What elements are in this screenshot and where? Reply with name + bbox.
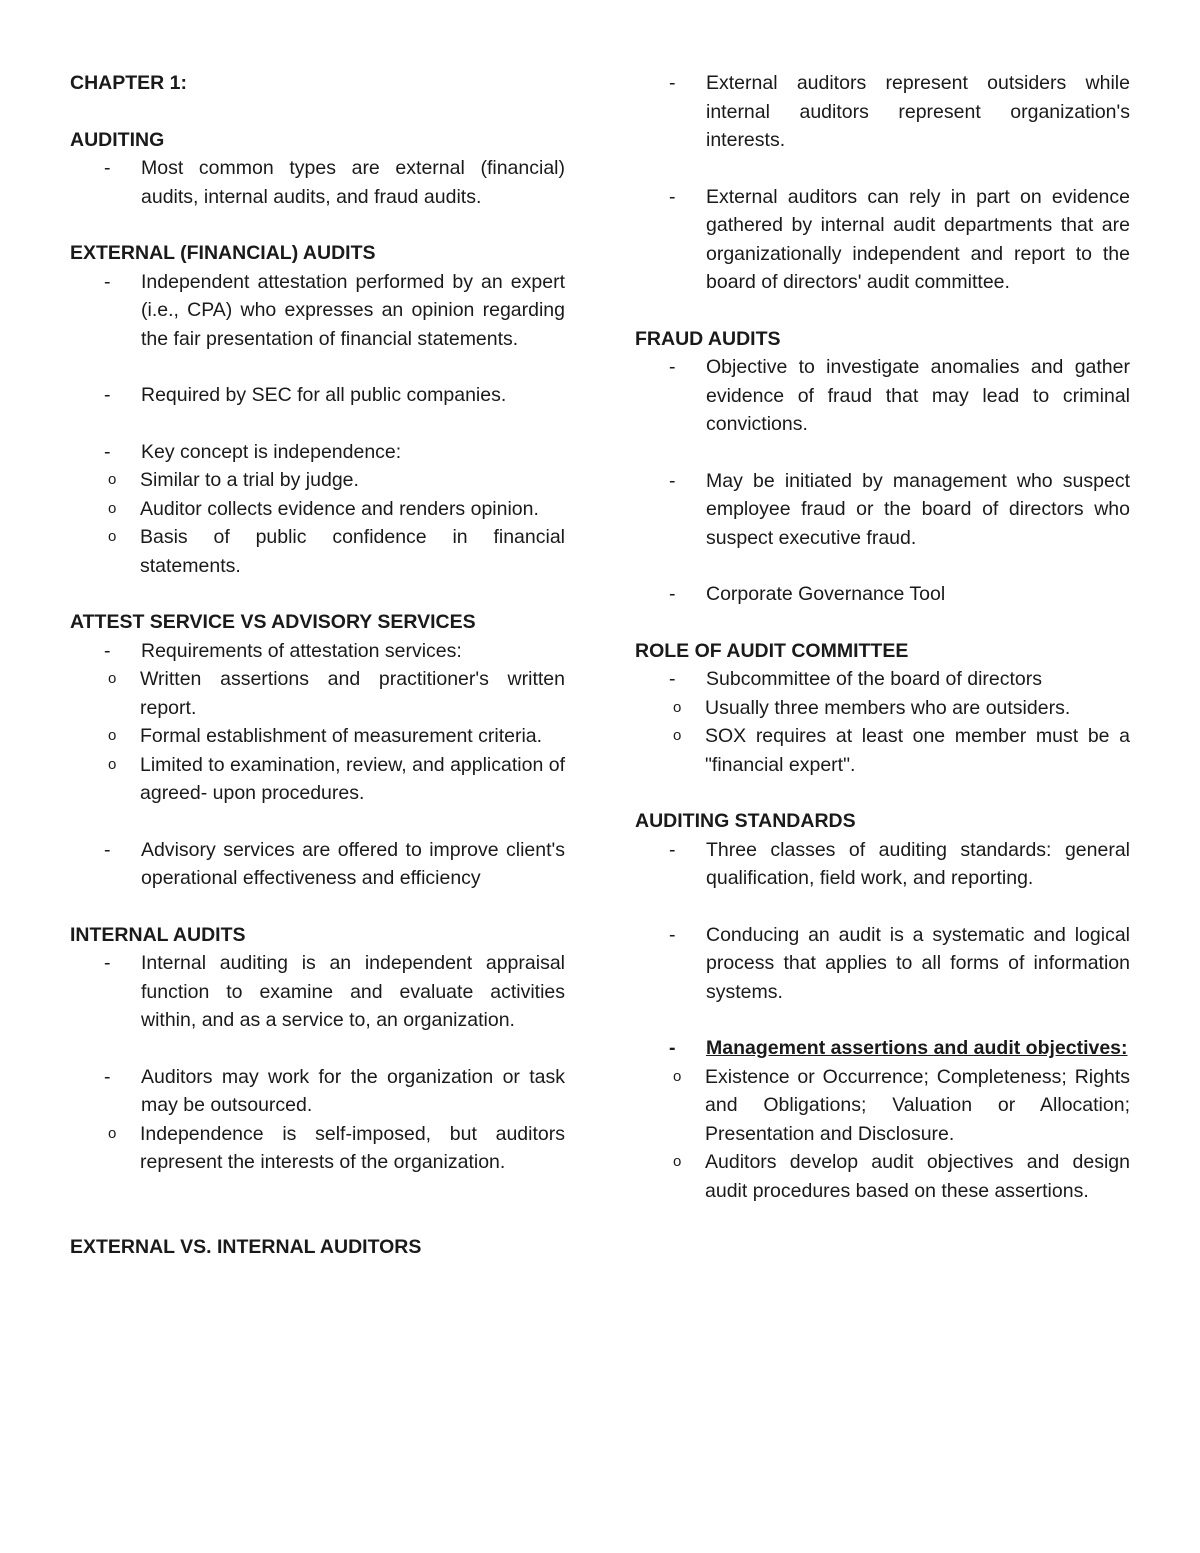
section-heading: ROLE OF AUDIT COMMITTEE — [635, 639, 909, 662]
bullet-text: - Advisory services are offered to improve client's operational effectiveness and efficiency — [141, 838, 565, 889]
bullet-text: - Three classes of auditing standards: general qualification, field work, and reporting. — [706, 838, 1130, 889]
bullet-text: - Key concept is independence: — [141, 440, 402, 463]
bullet-item — [70, 1063, 565, 1177]
bullet-text: - Requirements of attestation services: — [141, 639, 462, 662]
bullet-text: - May be initiated by management who suspect employee fraud or the board of directors who suspect executive fraud. — [706, 469, 1130, 549]
bullet-item — [635, 580, 1130, 609]
section-auditing — [70, 126, 565, 212]
bullet-item-emphasized — [635, 1034, 1130, 1205]
bullet-item — [70, 637, 565, 808]
bullet-item — [70, 381, 565, 410]
section-external-vs-internal-continued — [635, 69, 1130, 297]
bullet-text: - External auditors represent outsiders while internal auditors represent organization's interests. — [706, 72, 1130, 151]
bullet-item — [70, 949, 565, 1035]
section-internal-audits — [70, 921, 565, 1177]
section-heading: AUDITING — [70, 128, 165, 151]
bullet-text: - Independent attestation performed by an expert (i.e., CPA) who expresses an opinion regarding the fair presentation of financial statements. — [141, 270, 565, 350]
sub-bullet-item: o Written assertions and practitioner's written report. — [70, 665, 565, 722]
sub-bullet-item: o Auditors develop audit objectives and design audit procedures based on these assertions. — [635, 1148, 1130, 1205]
sub-bullet-item: o Auditor collects evidence and renders opinion. — [70, 495, 565, 524]
sub-bullet-item: o SOX requires at least one member must be a "financial expert". — [635, 722, 1130, 779]
sub-bullet-item: o Existence or Occurrence; Completeness; Rights and Obligations; Valuation or Allocation; Presentation and Disclosure. — [635, 1063, 1130, 1149]
sub-bullet-item: o Limited to examination, review, and application of agreed- upon procedures. — [70, 751, 565, 808]
bullet-item — [635, 467, 1130, 553]
bullet-text: - Conducing an audit is a systematic and logical process that applies to all forms of information systems. — [706, 923, 1130, 1003]
section-fraud-audits — [635, 325, 1130, 609]
bullet-text: - Corporate Governance Tool — [706, 583, 946, 605]
bullet-item — [635, 183, 1130, 297]
section-external-audits — [70, 239, 565, 580]
bullet-item — [70, 154, 565, 211]
section-heading: FRAUD AUDITS — [635, 327, 781, 350]
bullet-item — [635, 836, 1130, 893]
bullet-item — [70, 268, 565, 354]
sub-bullet-item: o Formal establishment of measurement criteria. — [70, 722, 565, 751]
right-column — [635, 69, 1130, 1233]
bullet-text: - Auditors may work for the organization or task may be outsourced. — [141, 1065, 565, 1116]
section-audit-committee — [635, 637, 1130, 780]
bullet-item — [70, 438, 565, 581]
bullet-text: - Internal auditing is an independent appraisal function to examine and evaluate activities within, and as a service to, an organization. — [141, 952, 565, 1031]
bullet-text: - Objective to investigate anomalies and gather evidence of fraud that may lead to criminal convictions. — [706, 356, 1130, 435]
chapter-title: CHAPTER 1: — [70, 72, 188, 94]
bullet-text: - Most common types are external (financial) audits, internal audits, and fraud audits. — [141, 157, 565, 208]
sub-bullet-item: o Independence is self-imposed, but auditors represent the interests of the organization. — [70, 1120, 565, 1177]
section-heading: AUDITING STANDARDS — [635, 810, 856, 832]
left-column — [70, 69, 565, 1261]
section-heading: EXTERNAL (FINANCIAL) AUDITS — [70, 242, 376, 264]
bullet-text: - Management assertions and audit objectives: — [706, 1037, 1128, 1059]
bullet-text: - Required by SEC for all public companies. — [141, 384, 507, 406]
bullet-text: - Subcommittee of the board of directors — [706, 668, 1043, 690]
bullet-item — [635, 665, 1130, 779]
section-heading: ATTEST SERVICE VS ADVISORY SERVICES — [70, 611, 476, 633]
sub-bullet-item: o Usually three members who are outsiders. — [635, 694, 1130, 723]
section-heading: INTERNAL AUDITS — [70, 923, 246, 946]
section-auditing-standards — [635, 807, 1130, 1205]
sub-bullet-item: o Similar to a trial by judge. — [70, 466, 565, 495]
bullet-item — [635, 921, 1130, 1007]
bullet-item — [635, 69, 1130, 155]
bullet-item — [635, 353, 1130, 439]
bullet-item — [70, 836, 565, 893]
section-attest-vs-advisory — [70, 608, 565, 893]
bullet-text: - External auditors can rely in part on evidence gathered by internal audit departments that are organizationally independent and report to the board of directors' audit committee. — [706, 185, 1130, 293]
section-heading-external-vs-internal: EXTERNAL VS. INTERNAL AUDITORS — [70, 1235, 422, 1258]
sub-bullet-item: o Basis of public confidence in financial statements. — [70, 523, 565, 580]
